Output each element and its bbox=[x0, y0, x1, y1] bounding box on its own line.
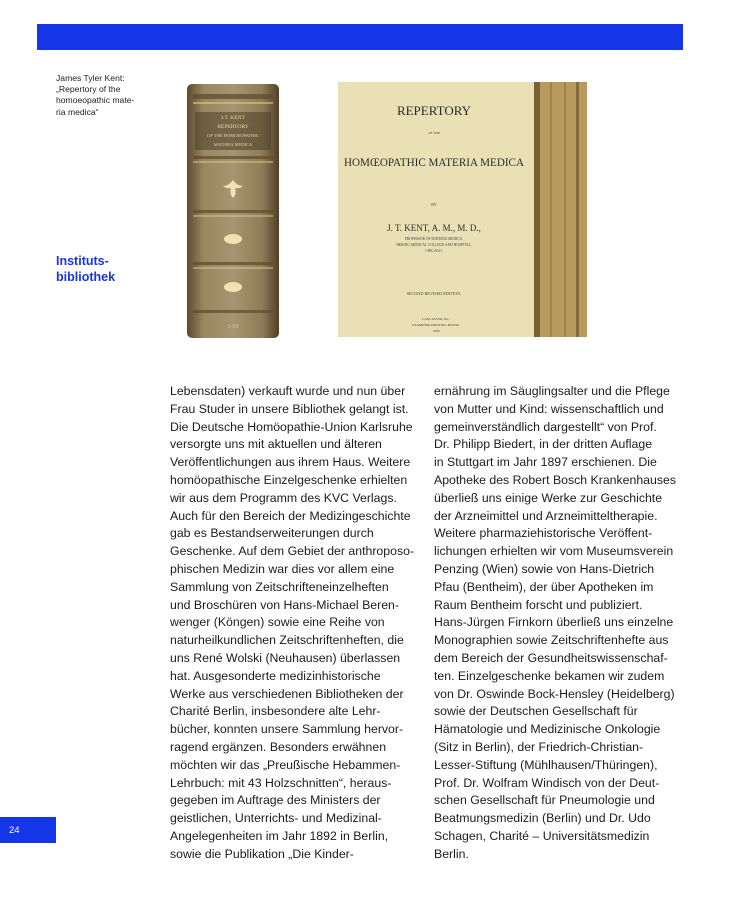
title-page-photo bbox=[338, 82, 587, 337]
book-of-the: OF THE bbox=[427, 131, 441, 135]
body-text-line: von Mutter und Kind: wissenschaftlich und bbox=[434, 401, 664, 416]
book-imprint: 1908 bbox=[432, 329, 440, 333]
body-text-line: gab es Bestandserweiterungen durch bbox=[170, 526, 374, 541]
caption-line: homoeopathic mate- bbox=[56, 95, 135, 106]
body-text-line: schen Gesellschaft für Pneumologie und bbox=[434, 793, 655, 808]
body-text-line: Charité Berlin, insbesondere alte Lehr- bbox=[170, 704, 381, 719]
ornament bbox=[224, 282, 242, 292]
book-credential: PROFESSOR OF MATERIA MEDICA, bbox=[404, 237, 464, 241]
header-bar bbox=[37, 24, 683, 50]
body-text-line: Apotheke des Robert Bosch Krankenhauses bbox=[434, 472, 676, 487]
body-text-line: bücher, konnten unsere Sammlung hervor- bbox=[170, 722, 404, 737]
body-text-line: und Broschüren von Hans-Michael Beren- bbox=[170, 597, 399, 612]
caption-line: ria medica“ bbox=[56, 106, 99, 117]
caption-line: James Tyler Kent: bbox=[56, 73, 125, 83]
body-text-line: Lebensdaten) verkauft wurde und nun über bbox=[170, 384, 406, 398]
book-title: REPERTORY bbox=[396, 103, 472, 118]
book-credential: CHICAGO. bbox=[425, 249, 443, 253]
body-text-line: geistlichen, Unterrichts- und Medizinal- bbox=[170, 811, 382, 826]
body-text-line: dem Bereich der Gesundheitswissenschaf- bbox=[434, 650, 668, 665]
book-spine-photo bbox=[187, 84, 279, 338]
body-column-left bbox=[170, 383, 430, 864]
body-text-line: Hämatologie und Medizinische Onkologie bbox=[434, 722, 661, 737]
body-text-line: Veröffentlichungen aus ihrem Haus. Weitere bbox=[170, 455, 411, 470]
body-text-line: wir aus dem Programm des KVC Verlags. bbox=[170, 490, 397, 505]
body-text-line: von Dr. Oswinde Bock-Hensley (Heidelberg) bbox=[434, 686, 675, 701]
body-text-line: wenger (Köngen) sowie eine Reihe von bbox=[170, 615, 385, 630]
ornament bbox=[224, 234, 242, 244]
body-text-line: Hans-Jürgen Firnkorn überließ uns einzelne bbox=[434, 615, 674, 630]
body-text-line: ernährung im Säuglingsalter und die Pflege bbox=[434, 384, 670, 398]
spine-line: REPERTORY bbox=[217, 124, 249, 130]
body-text-line: Berlin. bbox=[434, 846, 469, 861]
book-by: BY bbox=[431, 202, 437, 207]
body-text-line: sowie der Deutschen Gesellschaft für bbox=[434, 704, 638, 719]
body-text-line: in Stuttgart im Jahr 1897 erschienen. Die bbox=[434, 455, 657, 470]
body-text-line: Weitere pharmaziehistorische Veröffent- bbox=[434, 526, 653, 541]
body-text-line: sowie die Publikation „Die Kinder- bbox=[170, 846, 354, 861]
body-text-line: Penzing (Wien) sowie von Hans-Dietrich bbox=[434, 561, 655, 576]
spine-line: OF THE HOMOEOPATHIC bbox=[207, 133, 259, 138]
body-text-line: Lesser-Stiftung (Mühlhausen/Thüringen), bbox=[434, 757, 658, 772]
body-text-line: gemeinverständlich dargestellt“ von Prof. bbox=[434, 419, 657, 434]
body-text-line: Sammlung von Zeitschrifteneinzelheften bbox=[170, 579, 389, 594]
page-number: 24 bbox=[9, 825, 20, 836]
body-text-line: Die Deutsche Homöopathie-Union Karlsruhe bbox=[170, 419, 413, 434]
body-text-line: der Arzneimittel und Arzneimitteltherapie. bbox=[434, 508, 658, 523]
body-text-line: Lehrbuch: mit 43 Holzschnitten“, heraus- bbox=[170, 775, 392, 790]
body-text-line: lichungen erhielten wir vom Museumsverein bbox=[434, 544, 674, 559]
body-text-line: ten. Einzelgeschenke bekamen wir zudem bbox=[434, 668, 665, 683]
body-text-line: ragend ergänzen. Besonders erwähnen bbox=[170, 739, 387, 754]
body-column-right bbox=[434, 383, 694, 864]
section-label bbox=[56, 254, 166, 285]
spine-bottom-label: 1-09 bbox=[227, 324, 239, 330]
body-text-line: homöopathische Einzelgeschenke erhielten bbox=[170, 472, 408, 487]
page-number-box bbox=[0, 817, 56, 843]
section-label-line: Instituts- bbox=[56, 254, 109, 268]
body-text-line: Prof. Dr. Wolfram Windisch von der Deut- bbox=[434, 775, 660, 790]
book-imprint: LANCASTER, PA.: bbox=[422, 317, 450, 321]
body-text-line: Raum Bentheim forscht und publiziert. bbox=[434, 597, 643, 612]
spine-line: J.T. KENT bbox=[221, 115, 245, 121]
body-text-line: überließ uns einige Werke zur Geschichte bbox=[434, 490, 663, 505]
book-subtitle: HOMŒOPATHIC MATERIA MEDICA bbox=[344, 155, 525, 169]
caption-line: „Repertory of the bbox=[56, 84, 121, 95]
body-text-line: Geschenke. Auf dem Gebiet der anthroposo- bbox=[170, 544, 415, 559]
body-text-line: naturheilkundlichen Zeitschriftenheften, die bbox=[170, 633, 404, 648]
body-text-line: Frau Studer in unsere Bibliothek gelangt ist. bbox=[170, 401, 409, 416]
book-credential: HERING MEDICAL COLLEGE AND HOSPITAL, bbox=[396, 243, 472, 247]
body-text-line: gegeben im Auftrage des Ministers der bbox=[170, 793, 381, 808]
body-text-line: phischen Medizin war dies vor allem eine bbox=[170, 561, 395, 576]
spine-line: MATERIA MEDICA bbox=[213, 142, 253, 147]
body-text-line: Dr. Philipp Biedert, in der dritten Auflage bbox=[434, 437, 653, 452]
section-label-line: bibliothek bbox=[56, 269, 116, 284]
body-text-line: versorgte uns mit aktuellen und älteren bbox=[170, 437, 382, 452]
body-text-line: Beatmungsmedizin (Berlin) und Dr. Udo bbox=[434, 811, 651, 826]
book-imprint: EXAMINER PRINTING HOUSE, bbox=[412, 323, 460, 327]
body-text-line: Schagen, Charité – Universitätsmedizin bbox=[434, 828, 650, 843]
image-caption bbox=[56, 73, 160, 118]
body-text-line: hat. Ausgesonderte medizinhistorische bbox=[170, 668, 381, 683]
book-author: J. T. KENT, A. M., M. D., bbox=[387, 223, 481, 233]
body-text-line: uns René Wolski (Neuhausen) überlassen bbox=[170, 650, 401, 665]
body-text-line: Monographien sowie Zeitschriftenhefte aus bbox=[434, 633, 669, 648]
body-text-line: Auch für den Bereich der Medizingeschichte bbox=[170, 508, 411, 523]
body-text-line: Pfau (Bentheim), der über Apotheken im bbox=[434, 579, 654, 594]
body-text-line: Angelegenheiten im Jahr 1892 in Berlin, bbox=[170, 828, 389, 843]
body-text-line: Werke aus verschiedenen Bibliotheken der bbox=[170, 686, 404, 701]
body-text-line: (Sitz in Berlin), der Friedrich-Christian- bbox=[434, 739, 644, 754]
book-edition: SECOND REVISED EDITION. bbox=[406, 291, 462, 296]
body-text-line: möchten wir das „Preußische Hebammen- bbox=[170, 757, 401, 772]
